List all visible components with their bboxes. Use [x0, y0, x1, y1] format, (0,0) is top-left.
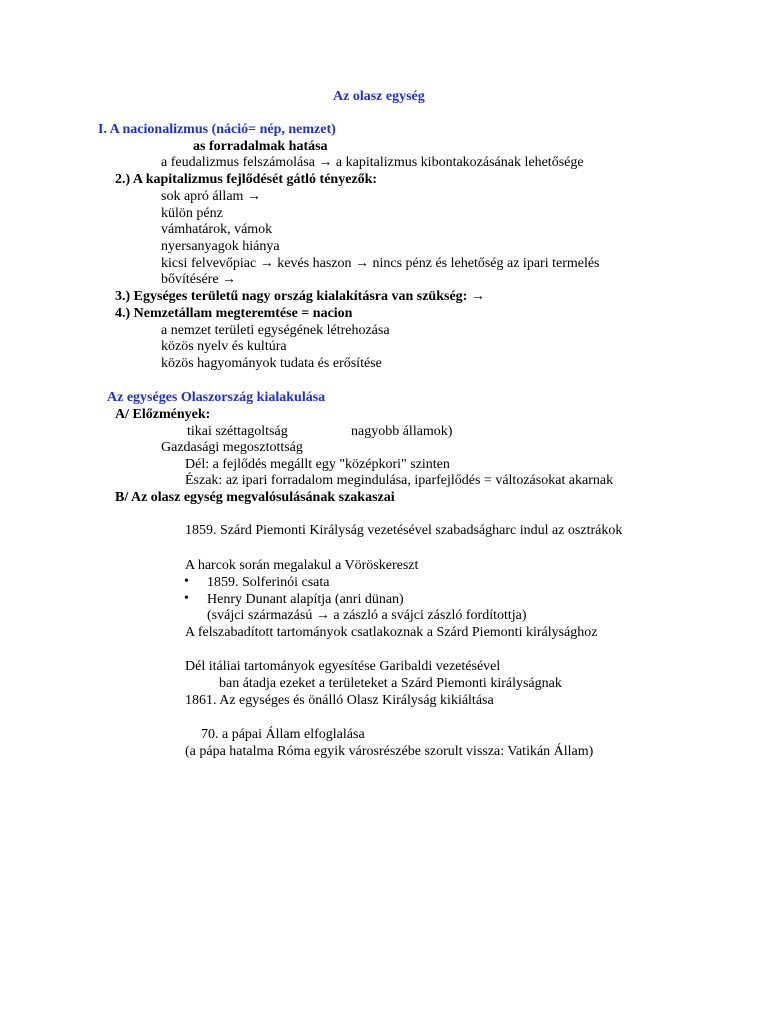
- text-line: A harcok során megalakul a Vöröskereszt: [185, 558, 419, 573]
- list-item: közös nyelv és kultúra: [161, 339, 287, 354]
- text-line: a feudalizmus felszámolása → a kapitalizmus kibontakozásának lehetősége: [161, 155, 584, 170]
- bullet-item: 1859. Solferinói csata: [207, 575, 330, 590]
- section-1-subheading: as forradalmak hatása: [193, 139, 328, 154]
- document-title: Az olasz egység: [333, 89, 425, 104]
- bullet-icon: •: [184, 574, 189, 589]
- bullet-item: Henry Dunant alapítja (anri dünan): [207, 592, 404, 607]
- text-line: Gazdasági megosztottság: [161, 440, 303, 455]
- bullet-subline: (svájci származású → a zászló a svájci zászló fordítottja): [207, 608, 527, 623]
- text-line: Észak: az ipari forradalom megindulása, iparfejlődés = változásokat akarnak: [185, 473, 614, 488]
- text-line: Dél itáliai tartományok egyesítése Garibaldi vezetésével: [185, 659, 501, 674]
- part-a-heading: A/ Előzmények:: [115, 407, 211, 422]
- text-line: nagyobb államok): [351, 424, 453, 439]
- list-item: nyersanyagok hiánya: [161, 239, 280, 254]
- section-2-heading: Az egységes Olaszország kialakulása: [107, 390, 326, 405]
- point-2-heading: 2.) A kapitalizmus fejlődését gátló tényezők:: [115, 172, 378, 187]
- text-line: Dél: a fejlődés megállt egy "középkori" szinten: [185, 457, 450, 472]
- list-item: bővítésére →: [161, 272, 237, 287]
- text-line: 70. a pápai Állam elfoglalása: [201, 727, 365, 742]
- point-4-heading: 4.) Nemzetállam megteremtése = nacion: [115, 306, 353, 321]
- list-item: a nemzet területi egységének létrehozása: [161, 323, 390, 338]
- text-line: (a pápa hatalma Róma egyik városrészébe szorult vissza: Vatikán Állam): [185, 744, 594, 759]
- list-item: vámhatárok, vámok: [161, 222, 273, 237]
- part-b-heading: B/ Az olasz egység megvalósulásának szakaszai: [115, 490, 395, 505]
- text-line: 1861. Az egységes és önálló Olasz Királyság kikiáltása: [185, 693, 494, 708]
- point-3-heading: 3.) Egységes területű nagy ország kialakításra van szükség: →: [115, 289, 485, 304]
- list-item: kicsi felvevőpiac → kevés haszon → nincs pénz és lehetőség az ipari termelés: [161, 256, 600, 271]
- text-line: A felszabadított tartományok csatlakoznak a Szárd Piemonti királysághoz: [185, 625, 598, 640]
- list-item: külön pénz: [161, 206, 223, 221]
- section-1-heading: I. A nacionalizmus (náció= nép, nemzet): [98, 122, 336, 137]
- bullet-icon: •: [184, 591, 189, 606]
- text-line: ban átadja ezeket a területeket a Szárd Piemonti királyságnak: [219, 676, 562, 691]
- text-line: tikai széttagoltság: [187, 424, 288, 439]
- list-item: sok apró állam →: [161, 189, 261, 204]
- text-line: 1859. Szárd Piemonti Királyság vezetésével szabadságharc indul az osztrákok: [185, 523, 623, 538]
- list-item: közös hagyományok tudata és erősítése: [161, 356, 382, 371]
